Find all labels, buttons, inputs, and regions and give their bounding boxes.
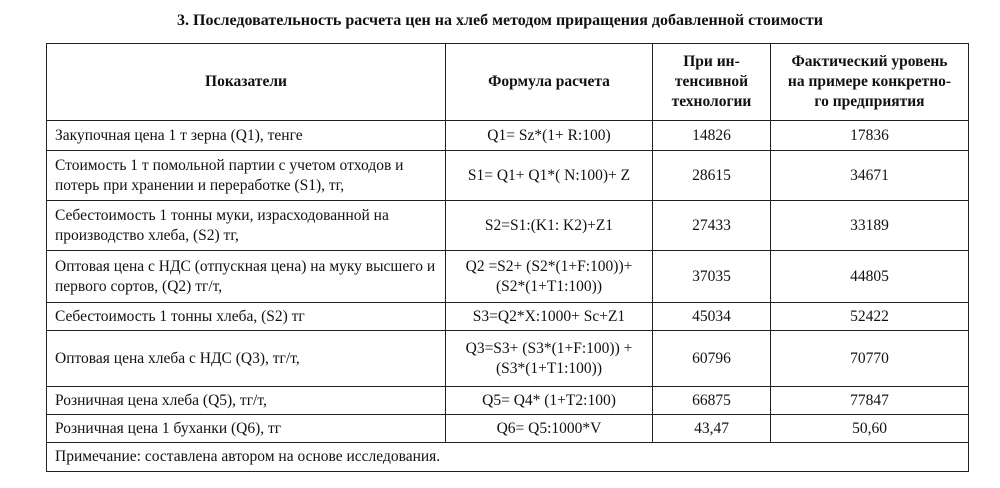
row-intensive: 14826 <box>653 121 771 151</box>
row-formula: Q3=S3+ (S3*(1+F:100)) + (S3*(1+T1:100)) <box>446 331 653 387</box>
row-label: Себестоимость 1 тонны хлеба, (S2) тг <box>47 303 446 331</box>
row-actual: 33189 <box>771 201 969 251</box>
row-intensive: 45034 <box>653 303 771 331</box>
price-calculation-table <box>46 43 969 472</box>
row-formula: Q5= Q4* (1+T2:100) <box>446 387 653 415</box>
header-row <box>47 44 969 121</box>
table-row <box>47 201 969 251</box>
row-formula: Q6= Q5:1000*V <box>446 415 653 443</box>
row-label: Стоимость 1 т помольной партии с учетом отходов и потерь при хранении и переработке (S1), тг, <box>47 151 446 201</box>
row-actual: 77847 <box>771 387 969 415</box>
row-actual: 44805 <box>771 251 969 303</box>
row-label: Закупочная цена 1 т зерна (Q1), тенге <box>47 121 446 151</box>
table-note: Примечание: составлена автором на основе исследования. <box>47 443 969 472</box>
header-actual: Фактический уровень на примере конкретно- го предприятия <box>771 44 969 121</box>
row-label: Оптовая цена хлеба с НДС (Q3), тг/т, <box>47 331 446 387</box>
row-formula: S2=S1:(K1: K2)+Z1 <box>446 201 653 251</box>
row-actual: 70770 <box>771 331 969 387</box>
row-actual: 50,60 <box>771 415 969 443</box>
table-row <box>47 303 969 331</box>
row-actual: 52422 <box>771 303 969 331</box>
table-row <box>47 251 969 303</box>
header-actual-source <box>0 0 1 1</box>
row-intensive: 60796 <box>653 331 771 387</box>
row-actual: 34671 <box>771 151 969 201</box>
row-intensive: 43,47 <box>653 415 771 443</box>
row-label: Себестоимость 1 тонны муки, израсходованной на производство хлеба, (S2) тг, <box>47 201 446 251</box>
row-intensive: 37035 <box>653 251 771 303</box>
row-intensive: 28615 <box>653 151 771 201</box>
row-label: Розничная цена хлеба (Q5), тг/т, <box>47 387 446 415</box>
header-indicators: Показатели <box>47 44 446 121</box>
header-formula: Формула расчета <box>446 44 653 121</box>
table-row <box>47 121 969 151</box>
row-formula: Q1= Sz*(1+ R:100) <box>446 121 653 151</box>
row-intensive: 27433 <box>653 201 771 251</box>
row-intensive: 66875 <box>653 387 771 415</box>
row-label: Розничная цена 1 буханки (Q6), тг <box>47 415 446 443</box>
row-label: Оптовая цена с НДС (отпускная цена) на муку высшего и первого сортов, (Q2) тг/т, <box>47 251 446 303</box>
table-row <box>47 415 969 443</box>
table-title: 3. Последовательность расчета цен на хлеб методом приращения добавленной стоимости <box>177 12 823 29</box>
header-intensive: При ин- тенсивной технологии <box>653 44 771 121</box>
note-row <box>47 443 969 472</box>
row-formula: S1= Q1+ Q1*( N:100)+ Z <box>446 151 653 201</box>
row-formula: Q2 =S2+ (S2*(1+F:100))+ (S2*(1+T1:100)) <box>446 251 653 303</box>
table-row <box>47 331 969 387</box>
header-intensive-source <box>0 0 1 1</box>
table-row <box>47 387 969 415</box>
table-row <box>47 151 969 201</box>
row-actual: 17836 <box>771 121 969 151</box>
row-formula: S3=Q2*X:1000+ Sc+Z1 <box>446 303 653 331</box>
